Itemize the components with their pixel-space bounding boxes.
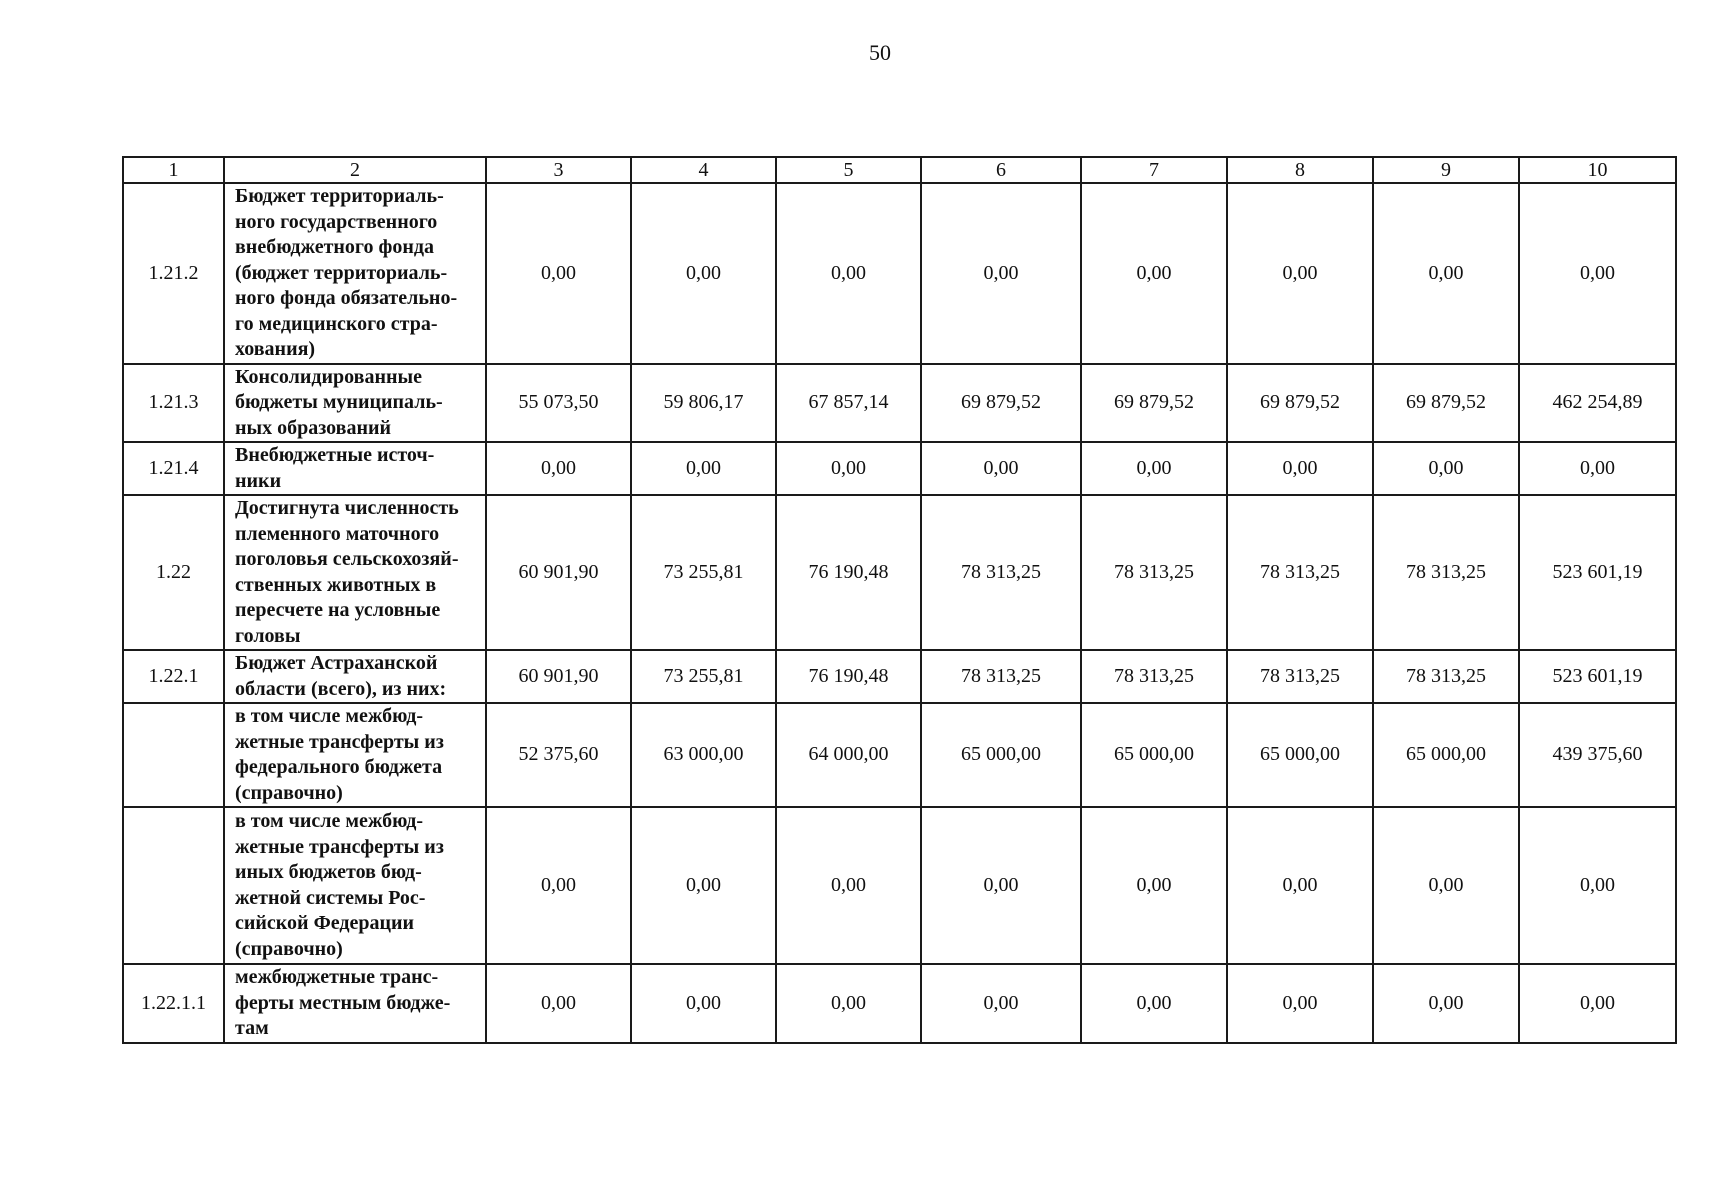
value-cell: 65 000,00 xyxy=(1227,703,1373,807)
value-cell: 52 375,60 xyxy=(486,703,631,807)
column-header: 3 xyxy=(486,157,631,183)
value-cell: 69 879,52 xyxy=(1081,364,1227,443)
value-cell: 78 313,25 xyxy=(1373,495,1519,650)
value-cell: 0,00 xyxy=(1519,442,1676,495)
value-cell: 523 601,19 xyxy=(1519,495,1676,650)
value-cell: 69 879,52 xyxy=(921,364,1081,443)
table-row xyxy=(123,650,1676,703)
value-cell: 0,00 xyxy=(1227,442,1373,495)
value-cell: 0,00 xyxy=(631,807,776,964)
value-cell: 78 313,25 xyxy=(1081,650,1227,703)
value-cell: 78 313,25 xyxy=(921,650,1081,703)
column-header: 8 xyxy=(1227,157,1373,183)
table-row xyxy=(123,807,1676,964)
row-number: 1.21.3 xyxy=(123,364,224,443)
row-description-text: Внебюджетные источ- ники xyxy=(235,444,435,492)
value-cell: 0,00 xyxy=(631,442,776,495)
table-row xyxy=(123,703,1676,807)
table-body xyxy=(123,183,1676,1043)
row-description-text: Достигнута численность племенного маточного поголовья сельскохозяй- ственных животных в пересчете на условные головы xyxy=(235,497,459,647)
value-cell: 60 901,90 xyxy=(486,495,631,650)
row-description xyxy=(224,364,486,443)
row-description xyxy=(224,442,486,495)
value-cell: 0,00 xyxy=(921,183,1081,364)
value-cell: 76 190,48 xyxy=(776,495,921,650)
value-cell: 0,00 xyxy=(631,964,776,1043)
page-number: 50 xyxy=(869,40,891,65)
value-cell: 0,00 xyxy=(1227,964,1373,1043)
row-number: 1.22.1.1 xyxy=(123,964,224,1043)
row-number xyxy=(123,703,224,807)
value-cell: 0,00 xyxy=(1519,964,1676,1043)
value-cell: 0,00 xyxy=(1373,807,1519,964)
value-cell: 0,00 xyxy=(1081,964,1227,1043)
row-description-text: Консолидированные бюджеты муниципаль- ных образований xyxy=(235,365,443,439)
value-cell: 0,00 xyxy=(921,807,1081,964)
column-header: 4 xyxy=(631,157,776,183)
row-description xyxy=(224,703,486,807)
value-cell: 78 313,25 xyxy=(1227,495,1373,650)
value-cell: 69 879,52 xyxy=(1373,364,1519,443)
column-header: 2 xyxy=(224,157,486,183)
row-number xyxy=(123,807,224,964)
row-description-text: Бюджет территориаль- ного государственного внебюджетного фонда (бюджет территориаль- ного фонда обязательно- го медицинского стра- хования) xyxy=(235,185,458,360)
row-number: 1.22.1 xyxy=(123,650,224,703)
value-cell: 78 313,25 xyxy=(1227,650,1373,703)
value-cell: 78 313,25 xyxy=(921,495,1081,650)
row-number: 1.21.4 xyxy=(123,442,224,495)
value-cell: 59 806,17 xyxy=(631,364,776,443)
row-description-text: межбюджетные транс- ферты местным бюдже- там xyxy=(235,966,451,1039)
value-cell: 0,00 xyxy=(776,964,921,1043)
table-row xyxy=(123,495,1676,650)
value-cell: 60 901,90 xyxy=(486,650,631,703)
column-header: 10 xyxy=(1519,157,1676,183)
value-cell: 55 073,50 xyxy=(486,364,631,443)
value-cell: 67 857,14 xyxy=(776,364,921,443)
value-cell: 78 313,25 xyxy=(1081,495,1227,650)
column-header: 5 xyxy=(776,157,921,183)
value-cell: 0,00 xyxy=(1227,807,1373,964)
value-cell: 0,00 xyxy=(486,807,631,964)
column-header: 6 xyxy=(921,157,1081,183)
row-description xyxy=(224,183,486,364)
value-cell: 0,00 xyxy=(1081,442,1227,495)
value-cell: 76 190,48 xyxy=(776,650,921,703)
row-number: 1.21.2 xyxy=(123,183,224,364)
value-cell: 78 313,25 xyxy=(1373,650,1519,703)
value-cell: 0,00 xyxy=(1227,183,1373,364)
row-description-text: в том числе межбюд- жетные трансферты из федерального бюджета (справочно) xyxy=(235,705,444,804)
value-cell: 0,00 xyxy=(486,964,631,1043)
value-cell: 462 254,89 xyxy=(1519,364,1676,443)
column-header: 1 xyxy=(123,157,224,183)
value-cell: 0,00 xyxy=(921,964,1081,1043)
value-cell: 0,00 xyxy=(1373,964,1519,1043)
value-cell: 0,00 xyxy=(631,183,776,364)
table-row xyxy=(123,442,1676,495)
value-cell: 439 375,60 xyxy=(1519,703,1676,807)
data-table xyxy=(122,156,1677,1044)
table-row xyxy=(123,183,1676,364)
row-description-text: Бюджет Астраханской области (всего), из них: xyxy=(235,652,447,700)
value-cell: 0,00 xyxy=(1519,807,1676,964)
value-cell: 0,00 xyxy=(776,183,921,364)
row-number: 1.22 xyxy=(123,495,224,650)
value-cell: 0,00 xyxy=(776,807,921,964)
value-cell: 523 601,19 xyxy=(1519,650,1676,703)
row-description xyxy=(224,495,486,650)
header-row xyxy=(123,157,1676,183)
value-cell: 0,00 xyxy=(776,442,921,495)
value-cell: 64 000,00 xyxy=(776,703,921,807)
value-cell: 0,00 xyxy=(1081,807,1227,964)
value-cell: 65 000,00 xyxy=(921,703,1081,807)
value-cell: 63 000,00 xyxy=(631,703,776,807)
row-description xyxy=(224,650,486,703)
value-cell: 73 255,81 xyxy=(631,495,776,650)
row-description xyxy=(224,807,486,964)
value-cell: 65 000,00 xyxy=(1081,703,1227,807)
value-cell: 0,00 xyxy=(486,183,631,364)
value-cell: 0,00 xyxy=(486,442,631,495)
table-row xyxy=(123,964,1676,1043)
table-header xyxy=(123,157,1676,183)
value-cell: 65 000,00 xyxy=(1373,703,1519,807)
value-cell: 0,00 xyxy=(1373,442,1519,495)
column-header: 7 xyxy=(1081,157,1227,183)
table-row xyxy=(123,364,1676,443)
value-cell: 0,00 xyxy=(1373,183,1519,364)
value-cell: 0,00 xyxy=(1519,183,1676,364)
value-cell: 69 879,52 xyxy=(1227,364,1373,443)
value-cell: 0,00 xyxy=(1081,183,1227,364)
row-description-text: в том числе межбюд- жетные трансферты из иных бюджетов бюд- жетной системы Рос- сийской Федерации (справочно) xyxy=(235,810,444,960)
value-cell: 0,00 xyxy=(921,442,1081,495)
value-cell: 73 255,81 xyxy=(631,650,776,703)
column-header: 9 xyxy=(1373,157,1519,183)
row-description xyxy=(224,964,486,1043)
